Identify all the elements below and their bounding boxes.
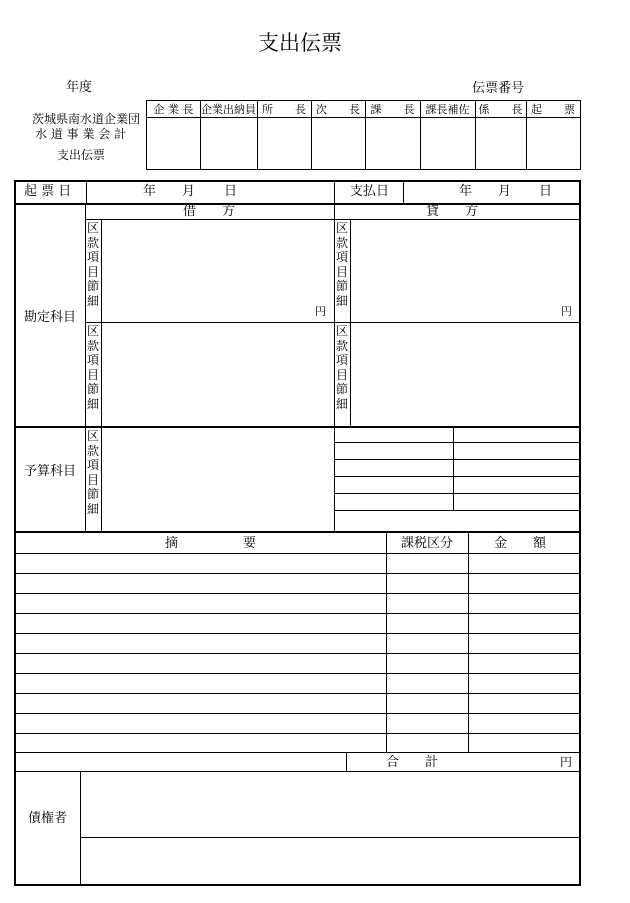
payment-date-label: 支払日	[350, 184, 390, 199]
payment-month-unit: 月	[498, 184, 512, 199]
credit-label: 貸 方	[426, 204, 479, 219]
approval-cell-label: 企業出納員	[201, 103, 256, 116]
issue-date-label: 起 票 日	[24, 184, 72, 199]
approval-cell-label: 課長補佐	[425, 103, 470, 116]
debit-lower-code-column: 区 款 項 目 節 細	[86, 324, 99, 411]
organization-name: 茨城県南水道企業団	[32, 112, 141, 126]
approval-cell-label: 次 長	[316, 103, 360, 116]
debit-upper-code-column: 区 款 項 目 節 細	[86, 221, 99, 308]
fiscal-year-label: 年度	[66, 80, 93, 95]
page-title: 支出伝票	[258, 31, 342, 55]
budget-subject-label: 予算科目	[24, 464, 77, 479]
debit-yen-unit: 円	[315, 305, 326, 318]
approval-cell-label: 企 業 長	[153, 103, 194, 116]
issue-day-unit: 日	[224, 184, 238, 199]
payment-year-unit: 年	[459, 184, 473, 199]
accounting-name: 水 道 事 業 会 計	[35, 127, 127, 141]
approval-cell-label: 係 長	[478, 103, 523, 116]
credit-upper-code-column: 区 款 項 目 節 細	[335, 221, 348, 308]
issue-year-unit: 年	[143, 184, 157, 199]
approval-cell-label: 起 票	[531, 103, 575, 116]
total-label: 合 計	[386, 755, 439, 770]
approval-cell-label: 所 長	[262, 103, 306, 116]
issue-month-unit: 月	[182, 184, 196, 199]
description-header: 摘 要	[165, 536, 257, 551]
amount-header: 金 額	[494, 536, 547, 551]
payment-day-unit: 日	[539, 184, 553, 199]
account-subject-label: 勘定科目	[24, 310, 77, 325]
tax-category-header: 課税区分	[401, 536, 454, 551]
budget-code-column: 区 款 項 目 節 細	[86, 429, 99, 516]
approval-stamp-table	[146, 100, 581, 170]
slip-type-label: 支出伝票	[57, 148, 106, 162]
debit-label: 借 方	[183, 204, 236, 219]
approval-cell-label: 課 長	[370, 103, 415, 116]
credit-lower-code-column: 区 款 項 目 節 細	[335, 324, 348, 411]
total-yen-unit: 円	[560, 755, 573, 769]
slip-number-label: 伝票番号	[472, 81, 525, 96]
credit-yen-unit: 円	[561, 305, 572, 318]
creditor-label: 債権者	[28, 811, 68, 826]
